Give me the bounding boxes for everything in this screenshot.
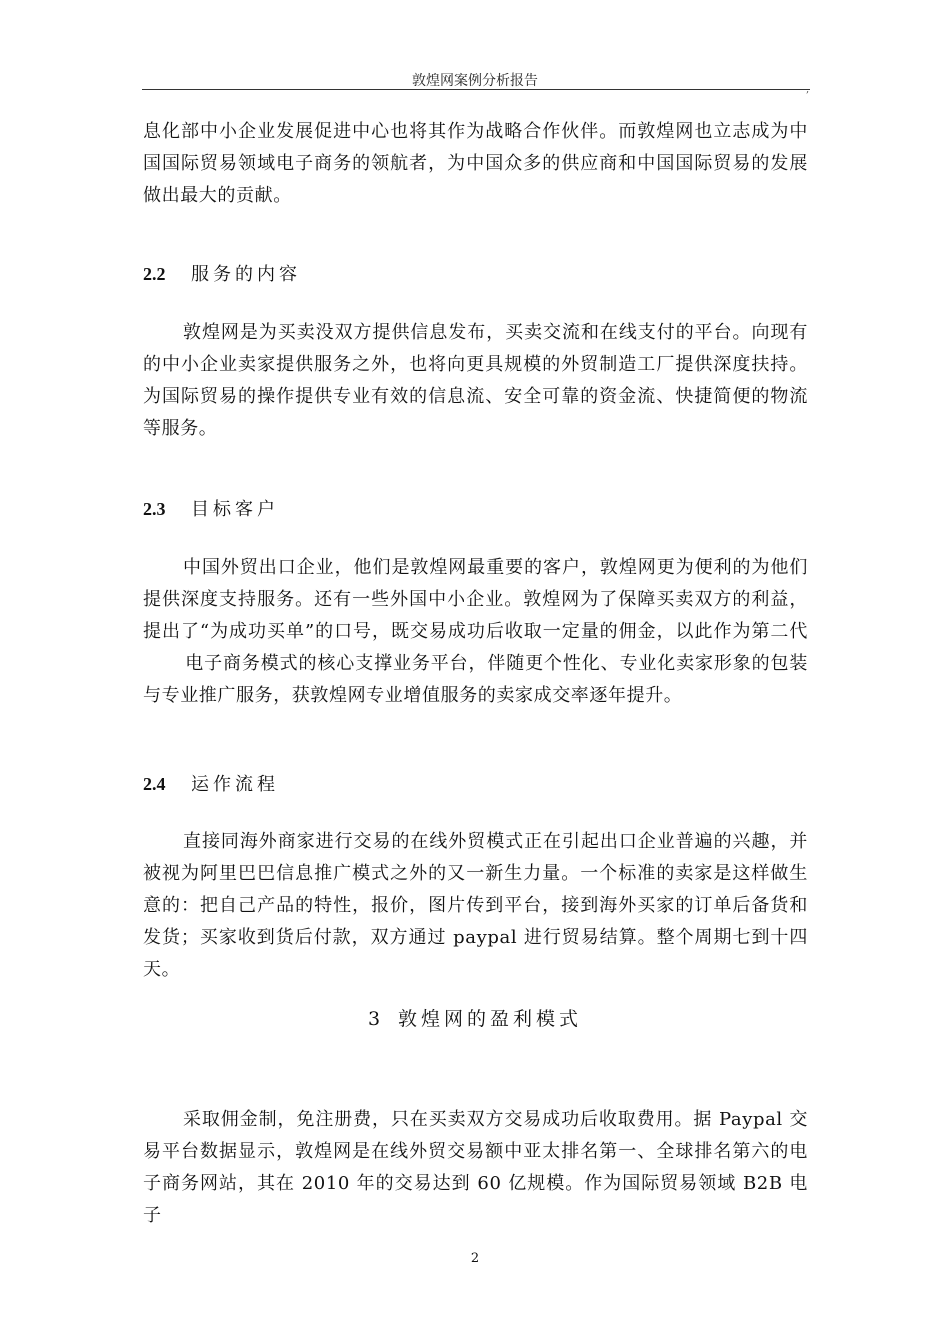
section-number: 2.3 <box>143 499 166 519</box>
section-title: 目标客户 <box>191 499 279 520</box>
section-number: 2.4 <box>143 774 166 794</box>
paragraph-profit-model: 采取佣金制，免注册费，只在买卖双方交易成功后收取费用。据 Paypal 交易平台数据显示，敦煌网是在线外贸交易额中亚太排名第一、全球排名第六的电子商务网站，其在 2010 年的交易达到 60 亿规模。作为国际贸易领域 B2B 电子 <box>143 1109 808 1226</box>
paragraph-operation-flow: 直接同海外商家进行交易的在线外贸模式正在引起出口企业普遍的兴趣，并被视为阿里巴巴信息推广模式之外的又一新生力量。一个标准的卖家是这样做生意的：把自己产品的特性，报价，图片传到平台，接到海外买家的订单后备货和发货；买家收到货后付款，双方通过 paypal 进行贸易结算。整个周期七到十四天。 <box>143 831 808 980</box>
paragraph-service-content: 敦煌网是为买卖没双方提供信息发布，买卖交流和在线支付的平台。向现有的中小企业卖家提供服务之外，也将向更具规模的外贸制造工厂提供深度扶持。为国际贸易的操作提供专业有效的信息流、安全可靠的资金流、快捷简便的物流等服务。 <box>143 322 808 439</box>
paragraph-text-part-1: 中国外贸出口企业，他们是敦煌网最重要的客户，敦煌网更为便利的为他们提供深度支持服务。还有一些外国中小企业。敦煌网为了保障买卖双方的利益，提出了“为成功买单”的口号，既交易成功后收取一定量的佣金，以此作为第二代 <box>143 557 808 642</box>
header-title: 敦煌网案例分析报告 <box>412 73 538 89</box>
chapter-heading-3 <box>0 1007 950 1031</box>
paragraph-intro-continued: 息化部中小企业发展促进中心也将其作为战略合作伙伴。而敦煌网也立志成为中国国际贸易领域电子商务的领航者，为中国众多的供应商和中国国际贸易的发展做出最大的贡献。 <box>143 121 808 206</box>
section-heading-2-3 <box>143 497 279 522</box>
chapter-title: 敦煌网的盈利模式 <box>398 1008 583 1030</box>
paragraph-target-customers <box>143 552 808 712</box>
section-title: 服务的内容 <box>191 264 301 285</box>
chapter-number: 3 <box>367 1008 385 1030</box>
page-number: 2 <box>470 1251 480 1266</box>
header-mark: , <box>806 84 810 95</box>
section-heading-2-2 <box>143 262 301 287</box>
section-heading-2-4 <box>143 772 279 797</box>
section-title: 运作流程 <box>191 774 279 795</box>
header-divider <box>142 89 810 90</box>
paragraph-text-part-2: 电子商务模式的核心支撑业务平台，伴随更个性化、专业化卖家形象的包装与专业推广服务，获敦煌网专业增值服务的卖家成交率逐年提升。 <box>143 653 808 706</box>
section-number: 2.2 <box>143 264 166 284</box>
